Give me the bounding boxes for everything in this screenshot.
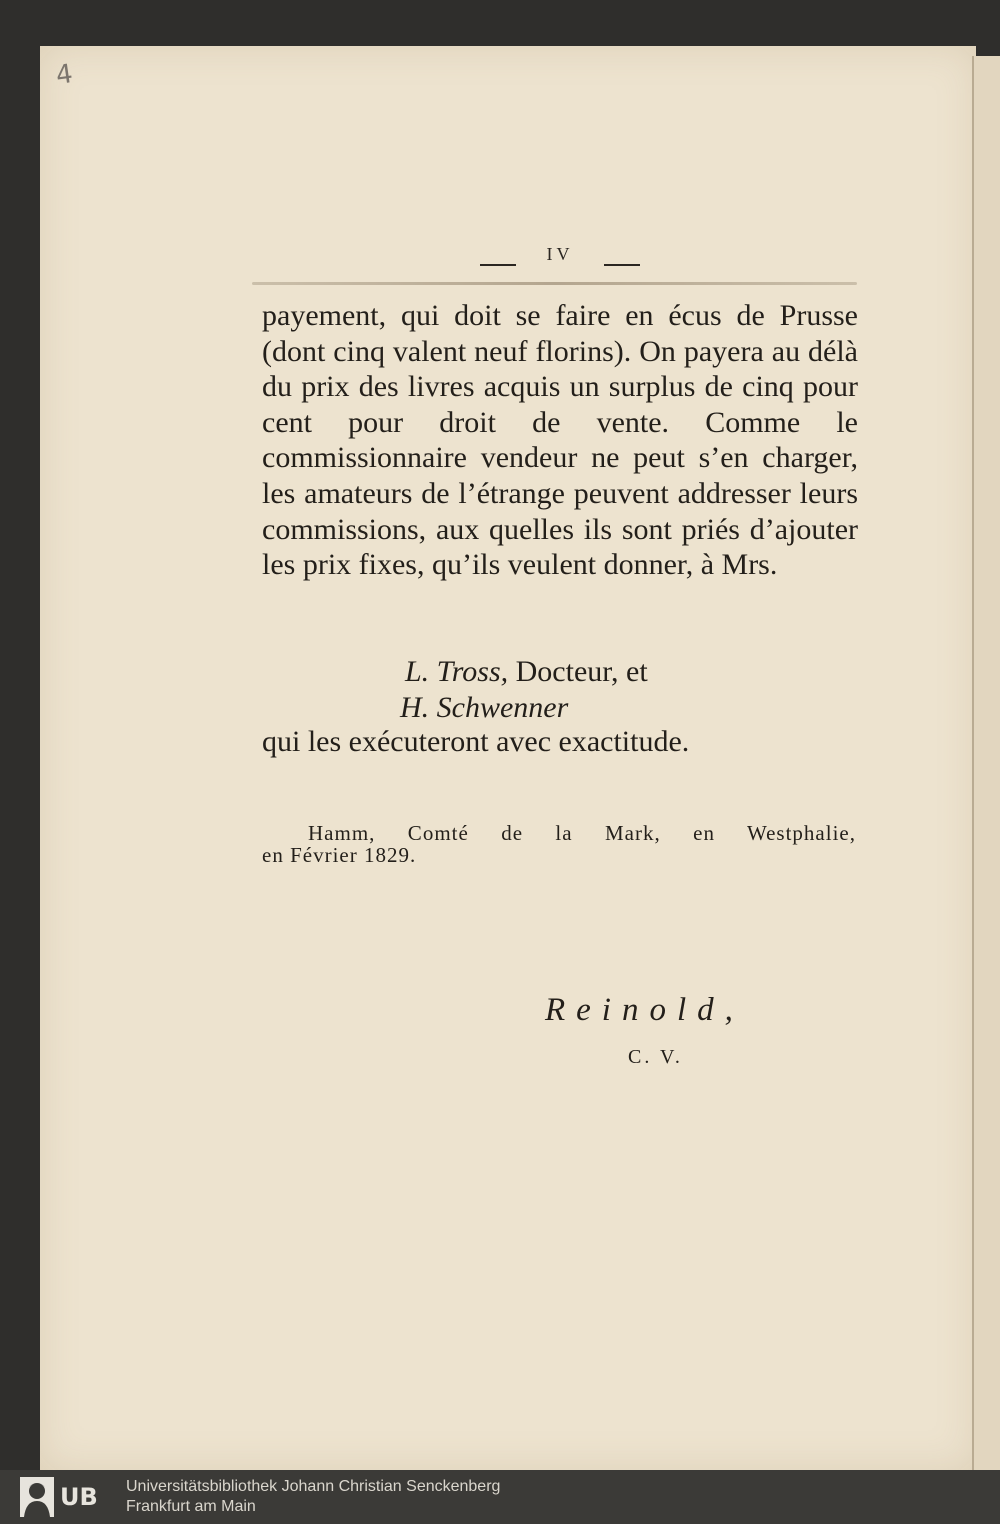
main-paragraph: payement, qui doit se faire en écus de Prusse (dont cinq valent neuf florins). On payera au délà du prix des livres acquis un surplus de cinq pour cent pour droit de vente. Comme le commissionnaire vendeur ne peut s’en charger, les amateurs de l’étrange peuvent addresser leurs commissions, aux quelles ils sont priés d’ajouter les prix fixes, qu’ils veulent donner, à Mrs.	[262, 299, 858, 582]
ub-logo[interactable]	[20, 1470, 124, 1524]
agent-name-tross: L. Tross,	[405, 655, 509, 688]
header-dash-left	[480, 264, 516, 266]
page-number: IV	[546, 244, 574, 264]
header-dash-right	[604, 264, 640, 266]
library-name-line2: Frankfurt am Main	[126, 1498, 256, 1515]
closing-line: qui les exécuteront avec exactitude.	[262, 725, 690, 758]
agent-name-schwenner: H. Schwenner	[400, 691, 569, 724]
library-name	[126, 1477, 500, 1517]
agent-line-tross	[405, 654, 648, 690]
agent-line-schwenner	[400, 690, 568, 726]
portrait-icon	[20, 1477, 54, 1517]
adjacent-page-edge	[972, 56, 1000, 1470]
logo-text: UB	[60, 1483, 98, 1511]
page-header	[400, 244, 720, 278]
header-rule	[252, 282, 857, 285]
place-line: Hamm, Comté de la Mark, en Westphalie,	[308, 821, 856, 845]
agent-suffix-tross: Docteur, et	[515, 655, 648, 688]
signature-initials: C. V.	[628, 1046, 683, 1068]
signature-name: Reinold,	[545, 992, 744, 1028]
library-name-line1: Universitätsbibliothek Johann Christian Senckenberg	[126, 1478, 501, 1495]
place-date	[262, 822, 856, 866]
pencil-page-mark: 4	[53, 58, 75, 92]
date-line: en Février 1829.	[262, 843, 417, 867]
library-footer	[0, 1470, 1000, 1524]
logo-box	[20, 1477, 98, 1517]
